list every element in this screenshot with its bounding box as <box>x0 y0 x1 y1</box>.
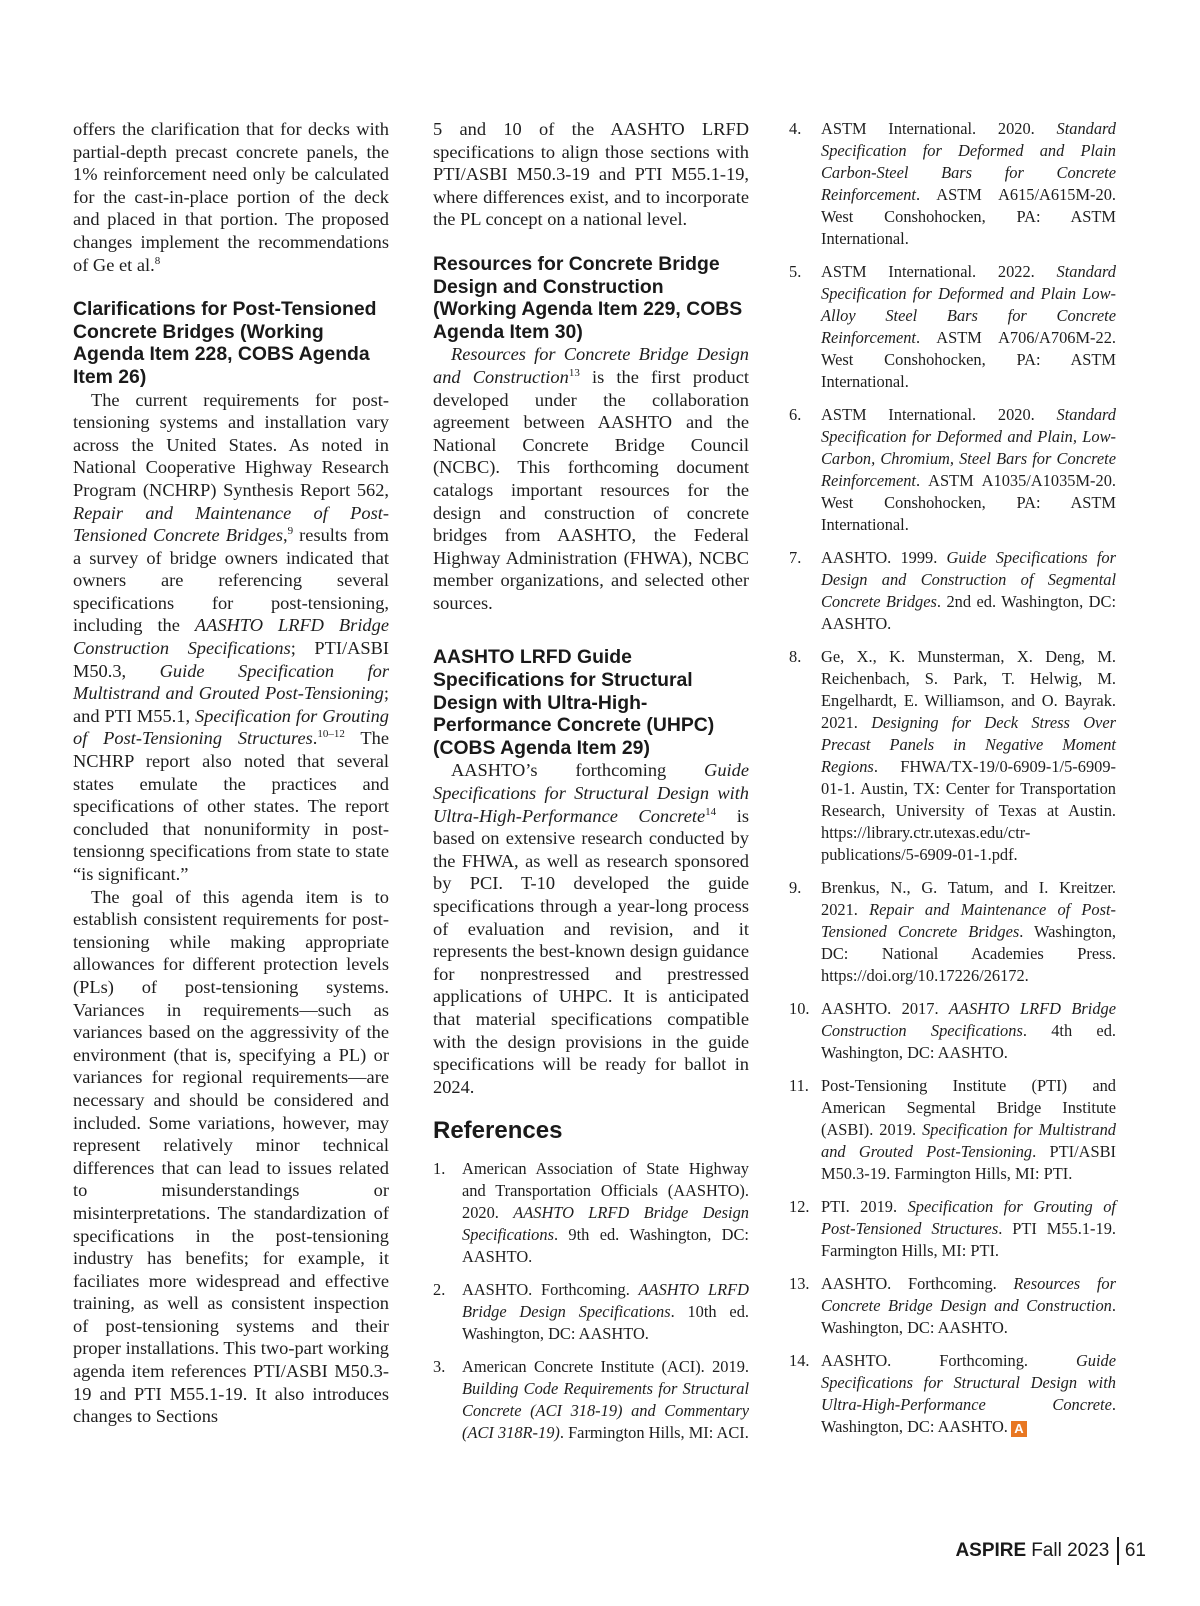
reference-item: 2. AASHTO. Forthcoming. AASHTO LRFD Bridge Design Specifications. 10th ed. Washington, DC: AASHTO. <box>433 1280 749 1344</box>
reference-title: Standard Specification for Deformed and Plain, Low-Carbon, Chromium, Steel Bars for Concrete Reinforcement <box>821 405 1116 490</box>
references-list <box>433 1158 749 1444</box>
reference-number: 2. <box>433 1280 446 1300</box>
section-heading: AASHTO LRFD Guide Specifications for Structural Design with Ultra-High-Performance Concrete (UHPC) (COBS Agenda Item 29) <box>433 646 715 759</box>
reference-title: Standard Specification for Deformed and Plain Low-Alloy Steel Bars for Concrete Reinforcement <box>821 262 1116 347</box>
reference-title: Guide Specifications for Structural Design with Ultra-High-Performance Concrete <box>821 1351 1116 1414</box>
reference-title: AASHTO LRFD Bridge Design Specifications <box>462 1280 749 1322</box>
reference-number: 14. <box>789 1351 810 1370</box>
reference-item: 4. ASTM International. 2020. Standard Specification for Deformed and Plain Carbon-Steel Bars for Concrete Reinforcement. ASTM A615/A615M-20. West Conshohocken, PA: ASTM International. <box>789 119 1116 248</box>
paragraph: The current requirements for post-tensioning systems and installation vary across the United States. As noted in National Cooperative Highway Research Program (NCHRP) Synthesis Report 562, Repair and Maintenance of Post-Tensioned Concrete Bridges,$^9$ results from a survey of bridge owners indicated that owners are referencing several specifications for post-tensioning, including the AASHTO LRFD Bridge Construction Specifications; PTI/ASBI M50.3, Guide Specification for Multistrand and Grouted Post-Tensioning; and PTI M55.1, Specification for Grouting of Post-Tensioning Structures.$^{10-12}$ The NCHRP report also noted that several states emulate the practices and specifications of other states. The report concluded that nonuniformity in post-tensionng specifications from state to state “is significant.” <box>73 389 390 884</box>
footer-divider <box>1117 1537 1119 1565</box>
paragraph: AASHTO’s forthcoming Guide Specifications for Structural Design with Ultra-High-Performance Concrete$^{14}$ is based on extensive research conducted by the FHWA, as well as research sponsored by PCI. T-10 developed the guide specifications through a year-long process of evaluation and revision, and it represents the best-known design guidance for nonprestressed and prestressed applications of UHPC. It is anticipated that material specifications compatible with the design provisions in the guide specifications will be ready for ballot in 2024. <box>433 760 749 1097</box>
reference-title: Standard Specification for Deformed and Plain Carbon-Steel Bars for Concrete Reinforcement <box>821 119 1116 204</box>
paragraph: The goal of this agenda item is to establish consistent requirements for post-tensioning while making appropriate allowances for different protection levels (PLs) of post-tensioning systems. Variances in requirements—such as variances based on the aggressivity of the environment (that is, specifying a PL) or variances for regional requirements—are necessary and should be considered and included. Some variations, however, may represent relatively minor technical differences that can lead to issues related to misunderstandings or misinterpretations. The standardization of specifications in the post-tensioning industry has benefits; for example, it faciliates more widespread and effective training, as well as consistent inspection of post-tensioning systems and their proper installations. This two-part working agenda item references PTI/ASBI M50.3-19 and PTI M55.1-19. It also introduces changes to Sections <box>73 886 389 1427</box>
reference-number: 8. <box>789 647 802 666</box>
reference-title: Specification for Grouting of Post-Tensioned Structures <box>821 1197 1116 1238</box>
reference-item: 14. AASHTO. Forthcoming. Guide Specifications for Structural Design with Ultra-High-Performance Concrete. Washington, DC: AASHTO. A <box>789 1351 1116 1436</box>
reference-number: 10. <box>789 999 810 1018</box>
reference-number: 3. <box>433 1357 446 1377</box>
reference-number: 11. <box>789 1076 809 1095</box>
column-3 <box>789 118 1116 1449</box>
reference-item: 1. American Association of State Highway and Transportation Officials (AASHTO). 2020. AASHTO LRFD Bridge Design Specifications. 9th ed. Washington, DC: AASHTO. <box>433 1159 749 1267</box>
reference-title: Specification for Multistrand and Grouted Post-Tensioning <box>821 1120 1116 1161</box>
reference-item: 6. ASTM International. 2020. Standard Specification for Deformed and Plain, Low-Carbon, Chromium, Steel Bars for Concrete Reinforcement. ASTM A1035/A1035M-20. West Conshohocken, PA: ASTM International. <box>789 405 1116 534</box>
reference-item: 3. American Concrete Institute (ACI). 2019. Building Code Requirements for Structural Concrete (ACI 318-19) and Commentary (ACI 318R-19). Farmington Hills, MI: ACI. <box>433 1357 749 1443</box>
paragraph: 5 and 10 of the AASHTO LRFD specifications to align those sections with PTI/ASBI M50.3-19 and PTI M55.1-19, where differences exist, and to incorporate the PL concept on a national level. <box>433 119 749 230</box>
reference-item: 12. PTI. 2019. Specification for Grouting of Post-Tensioned Structures. PTI M55.1-19. Farmington Hills, MI: PTI. <box>789 1197 1116 1260</box>
end-of-article-icon: A <box>1011 1421 1027 1437</box>
reference-number: 7. <box>789 548 802 567</box>
reference-number: 9. <box>789 878 802 897</box>
column-2 <box>433 118 749 1455</box>
section-heading: Resources for Concrete Bridge Design and Construction (Working Agenda Item 229, COBS Agenda Item 30) <box>433 252 743 343</box>
reference-number: 4. <box>789 119 802 138</box>
reference-number: 13. <box>789 1274 810 1293</box>
page-number: 61 <box>1124 1540 1146 1561</box>
reference-title: AASHTO LRFD Bridge Design Specifications <box>462 1203 749 1245</box>
reference-title: Repair and Maintenance of Post-Tensioned Concrete Bridges <box>821 900 1117 941</box>
page-footer <box>955 1537 1146 1565</box>
paragraph: offers the clarification that for decks with partial-depth precast concrete panels, the 1% reinforcement need only be calculated for the cast-in-place portion of the deck and placed in that portion. The proposed changes implement the recommendations of Ge et al.$^8$ <box>73 119 389 275</box>
reference-number: 1. <box>433 1159 446 1179</box>
reference-item: 9. Brenkus, N., G. Tatum, and I. Kreitzer. 2021. Repair and Maintenance of Post-Tensioned Concrete Bridges. Washington, DC: National Academies Press. https://doi.org/10.17226/26172. <box>789 878 1117 985</box>
column-1 <box>73 118 389 1428</box>
reference-item: 11. Post-Tensioning Institute (PTI) and American Segmental Bridge Institute (ASBI). 2019. Specification for Multistrand and Grouted Post-Tensioning. PTI/ASBI M50.3-19. Farmington Hills, MI: PTI. <box>789 1076 1116 1183</box>
magazine-name: ASPIRE <box>955 1540 1027 1561</box>
reference-title: Building Code Requirements for Structural Concrete (ACI 318-19) and Commentary (ACI 318R-19) <box>462 1379 749 1443</box>
reference-title: Designing for Deck Stress Over Precast Panels in Negative Moment Regions <box>821 713 1116 776</box>
reference-title: Guide Specifications for Design and Construction of Segmental Concrete Bridges <box>821 548 1116 611</box>
section-heading: Clarifications for Post-Tensioned Concrete Bridges (Working Agenda Item 228, COBS Agenda Item 26) <box>73 298 377 388</box>
citation-sup: 8 <box>154 254 161 267</box>
references-list-continued <box>789 118 1116 1438</box>
reference-number: 5. <box>789 262 802 281</box>
reference-item: 7. AASHTO. 1999. Guide Specifications for Design and Construction of Segmental Concrete Bridges. 2nd ed. Washington, DC: AASHTO. <box>789 548 1116 633</box>
reference-item: 5. ASTM International. 2022. Standard Specification for Deformed and Plain Low-Alloy Steel Bars for Concrete Reinforcement. ASTM A706/A706M-22. West Conshohocken, PA: ASTM International. <box>789 262 1116 391</box>
reference-item: 10. AASHTO. 2017. AASHTO LRFD Bridge Construction Specifications. 4th ed. Washington, DC: AASHTO. <box>789 999 1116 1062</box>
reference-number: 6. <box>789 405 802 424</box>
reference-title: Resources for Concrete Bridge Design and Construction <box>821 1274 1116 1315</box>
reference-number: 12. <box>789 1197 810 1216</box>
paragraph: Resources for Concrete Bridge Design and Construction$^{13}$ is the first product developed under the collaboration agreement between AASHTO and the National Concrete Bridge Council (NCBC). This forthcoming document catalogs important resources for the design and construction of concrete bridges from AASHTO, the Federal Highway Administration (FHWA), NCBC member organizations, and selected other sources. <box>433 344 750 613</box>
reference-item: 8. Ge, X., K. Munsterman, X. Deng, M. Reichenbach, S. Park, T. Helwig, M. Engelhardt, E. Williamson, and O. Bayrak. 2021. Designing for Deck Stress Over Precast Panels in Negative Moment Regions. FHWA/TX-19/0-6909-1/5-6909-01-1. Austin, TX: Center for Transportation Research, University of Texas at Austin. https://library.ctr.utexas.edu/ctr-publications/5-6909-01-1.pdf. <box>789 647 1116 864</box>
reference-title: AASHTO LRFD Bridge Construction Specifications <box>821 999 1116 1040</box>
issue-label: Fall 2023 <box>1031 1540 1110 1561</box>
reference-item: 13. AASHTO. Forthcoming. Resources for Concrete Bridge Design and Construction. Washington, DC: AASHTO. <box>789 1274 1116 1337</box>
references-heading: References <box>433 1117 563 1145</box>
